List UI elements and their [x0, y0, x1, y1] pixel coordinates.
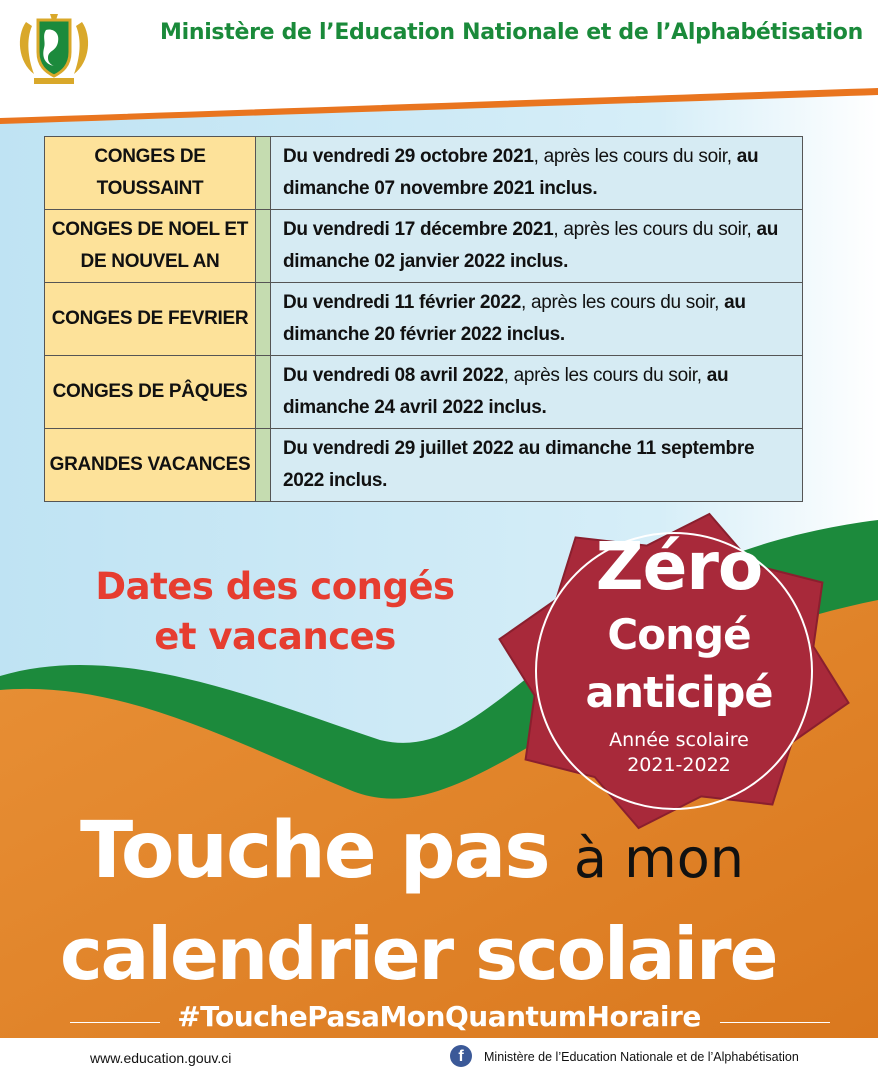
footer-url[interactable]: www.education.gouv.ci	[90, 1050, 232, 1066]
table-row	[45, 429, 803, 502]
seal-annee-value: 2021-2022	[627, 754, 731, 776]
conge-dates	[271, 137, 803, 210]
conge-dates-normal: , après les cours du soir,	[520, 292, 725, 313]
conge-dates	[271, 356, 803, 429]
conge-label-line: GRANDES VACANCES	[49, 454, 251, 475]
conge-label-line: TOUSSAINT	[96, 178, 204, 199]
conge-dates	[271, 429, 803, 502]
row-spacer	[256, 356, 271, 429]
conge-label-line: CONGES DE PÂQUES	[52, 381, 248, 402]
conge-label-line: CONGES DE FEVRIER	[51, 308, 249, 329]
conge-label	[45, 356, 256, 429]
conge-label	[45, 137, 256, 210]
slogan-line2: calendrier scolaire	[60, 912, 777, 996]
conge-dates-normal: , après les cours du soir,	[533, 146, 737, 167]
row-spacer	[256, 210, 271, 283]
facebook-icon[interactable]: f	[450, 1045, 472, 1067]
slogan-part1: Touche pas	[80, 806, 549, 896]
conge-label-line: CONGES DE NOEL ET	[51, 219, 249, 240]
conge-dates-bold2: au dimanche 20 février 2022 inclus.	[283, 292, 746, 345]
hashtag: #TouchePasaMonQuantumHoraire	[177, 1000, 701, 1033]
conge-dates-bold1: Du vendredi 29 octobre 2021	[283, 146, 534, 167]
seal-conge: Congé	[607, 610, 751, 659]
seal-zero: Zéro	[595, 528, 763, 605]
slogan-part2: à mon	[573, 827, 744, 890]
conge-label	[45, 210, 256, 283]
conge-dates-bold1: Du vendredi 08 avril 2022	[283, 365, 504, 386]
conge-dates-bold2: au dimanche 02 janvier 2022 inclus.	[283, 219, 779, 272]
seal-annee	[548, 728, 810, 778]
conge-dates-bold1: Du vendredi 17 décembre 2021	[283, 219, 554, 240]
seal-anticipe: anticipé	[585, 668, 773, 718]
row-spacer	[256, 137, 271, 210]
ministry-title: Ministère de l’Education Nationale et de l’Alphabétisation	[160, 20, 863, 45]
table-row	[45, 356, 803, 429]
table-row	[45, 210, 803, 283]
conge-dates	[271, 283, 803, 356]
conge-dates-normal: , après les cours du soir,	[503, 365, 707, 386]
footer-ministry: Ministère de l’Education Nationale et de l’Alphabétisation	[484, 1050, 799, 1064]
conge-label	[45, 283, 256, 356]
conge-dates-bold2: au dimanche 24 avril 2022 inclus.	[283, 365, 729, 418]
conge-dates-normal: , après les cours du soir,	[553, 219, 757, 240]
conge-label-line: CONGES DE	[94, 146, 206, 167]
conge-dates-bold1: Du vendredi 11 février 2022	[283, 292, 521, 313]
dates-title	[60, 562, 490, 662]
conge-dates-bold2: au dimanche 07 novembre 2021 inclus.	[283, 146, 759, 199]
row-spacer	[256, 429, 271, 502]
row-spacer	[256, 283, 271, 356]
conge-dates	[271, 210, 803, 283]
seal-annee-label: Année scolaire	[609, 729, 749, 751]
slogan-line1	[80, 806, 744, 896]
dates-title-line1: Dates des congés	[95, 565, 455, 608]
coat-of-arms-icon	[12, 12, 96, 88]
conge-label	[45, 429, 256, 502]
table-row	[45, 283, 803, 356]
conges-table	[44, 136, 803, 502]
table-row	[45, 137, 803, 210]
conge-dates-bold1: Du vendredi 29 juillet 2022 au dimanche 11 septembre 2022 inclus.	[283, 438, 755, 491]
dates-title-line2: et vacances	[154, 615, 396, 658]
conge-label-line: DE NOUVEL AN	[80, 251, 220, 272]
